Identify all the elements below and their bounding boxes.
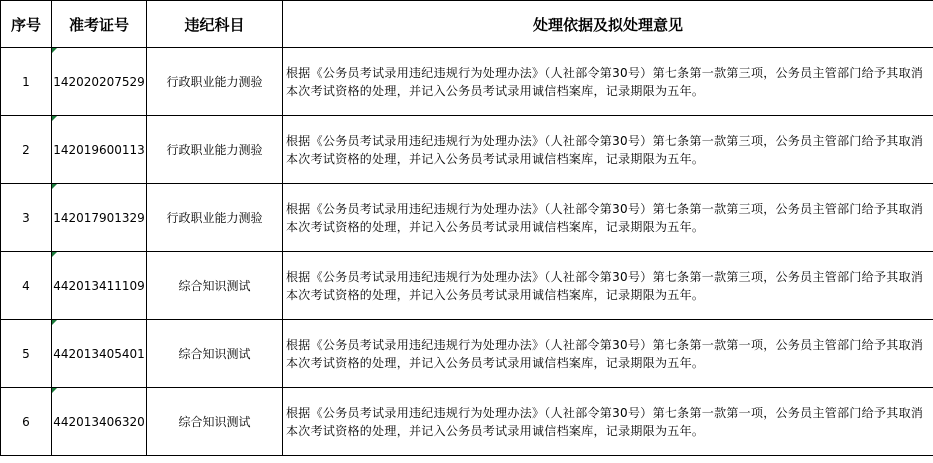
cell-marker-icon	[52, 116, 57, 121]
cell-reason: 根据《公务员考试录用违纪违规行为处理办法》（人社部令第30号）第七条第一款第三项，公务员主管部门给予其取消本次考试资格的处理，并记入公务员考试录用诚信档案库，记录期限为五年。	[283, 116, 933, 184]
table-row	[1, 252, 933, 320]
cell-seq: 4	[1, 252, 52, 320]
cell-exam-id	[52, 388, 147, 456]
cell-reason: 根据《公务员考试录用违纪违规行为处理办法》（人社部令第30号）第七条第一款第三项，公务员主管部门给予其取消本次考试资格的处理，并记入公务员考试录用诚信档案库，记录期限为五年。	[283, 48, 933, 116]
cell-exam-id	[52, 116, 147, 184]
header-seq: 序号	[1, 1, 52, 48]
cell-reason: 根据《公务员考试录用违纪违规行为处理办法》（人社部令第30号）第七条第一款第一项，公务员主管部门给予其取消本次考试资格的处理，并记入公务员考试录用诚信档案库，记录期限为五年。	[283, 320, 933, 388]
exam-id-text: 442013405401	[53, 346, 145, 361]
cell-subject: 行政职业能力测验	[147, 48, 283, 116]
cell-marker-icon	[52, 388, 57, 393]
header-exam-id: 准考证号	[52, 1, 147, 48]
cell-reason: 根据《公务员考试录用违纪违规行为处理办法》（人社部令第30号）第七条第一款第三项，公务员主管部门给予其取消本次考试资格的处理，并记入公务员考试录用诚信档案库，记录期限为五年。	[283, 184, 933, 252]
header-reason: 处理依据及拟处理意见	[283, 1, 933, 48]
table-row	[1, 388, 933, 456]
cell-exam-id	[52, 48, 147, 116]
exam-id-text: 442013406320	[53, 414, 145, 429]
cell-exam-id	[52, 252, 147, 320]
table-row	[1, 48, 933, 116]
cell-marker-icon	[52, 320, 57, 325]
cell-subject: 综合知识测试	[147, 320, 283, 388]
cell-subject: 行政职业能力测验	[147, 116, 283, 184]
cell-marker-icon	[52, 48, 57, 53]
cell-seq: 3	[1, 184, 52, 252]
cell-exam-id	[52, 320, 147, 388]
cell-seq: 1	[1, 48, 52, 116]
cell-seq: 5	[1, 320, 52, 388]
table-row	[1, 184, 933, 252]
table-row	[1, 116, 933, 184]
exam-id-text: 442013411109	[53, 278, 145, 293]
cell-seq: 2	[1, 116, 52, 184]
cell-subject: 综合知识测试	[147, 388, 283, 456]
table-row	[1, 320, 933, 388]
cell-subject: 行政职业能力测验	[147, 184, 283, 252]
header-subject: 违纪科目	[147, 1, 283, 48]
cell-marker-icon	[52, 184, 57, 189]
exam-id-text: 142017901329	[53, 210, 145, 225]
cell-exam-id	[52, 184, 147, 252]
cell-reason: 根据《公务员考试录用违纪违规行为处理办法》（人社部令第30号）第七条第一款第三项，公务员主管部门给予其取消本次考试资格的处理，并记入公务员考试录用诚信档案库，记录期限为五年。	[283, 252, 933, 320]
exam-id-text: 142019600113	[53, 142, 145, 157]
cell-reason: 根据《公务员考试录用违纪违规行为处理办法》（人社部令第30号）第七条第一款第一项，公务员主管部门给予其取消本次考试资格的处理，并记入公务员考试录用诚信档案库，记录期限为五年。	[283, 388, 933, 456]
exam-id-text: 142020207529	[53, 74, 145, 89]
cell-subject: 综合知识测试	[147, 252, 283, 320]
cell-marker-icon	[52, 252, 57, 257]
table-header-row	[1, 1, 933, 48]
cell-seq: 6	[1, 388, 52, 456]
